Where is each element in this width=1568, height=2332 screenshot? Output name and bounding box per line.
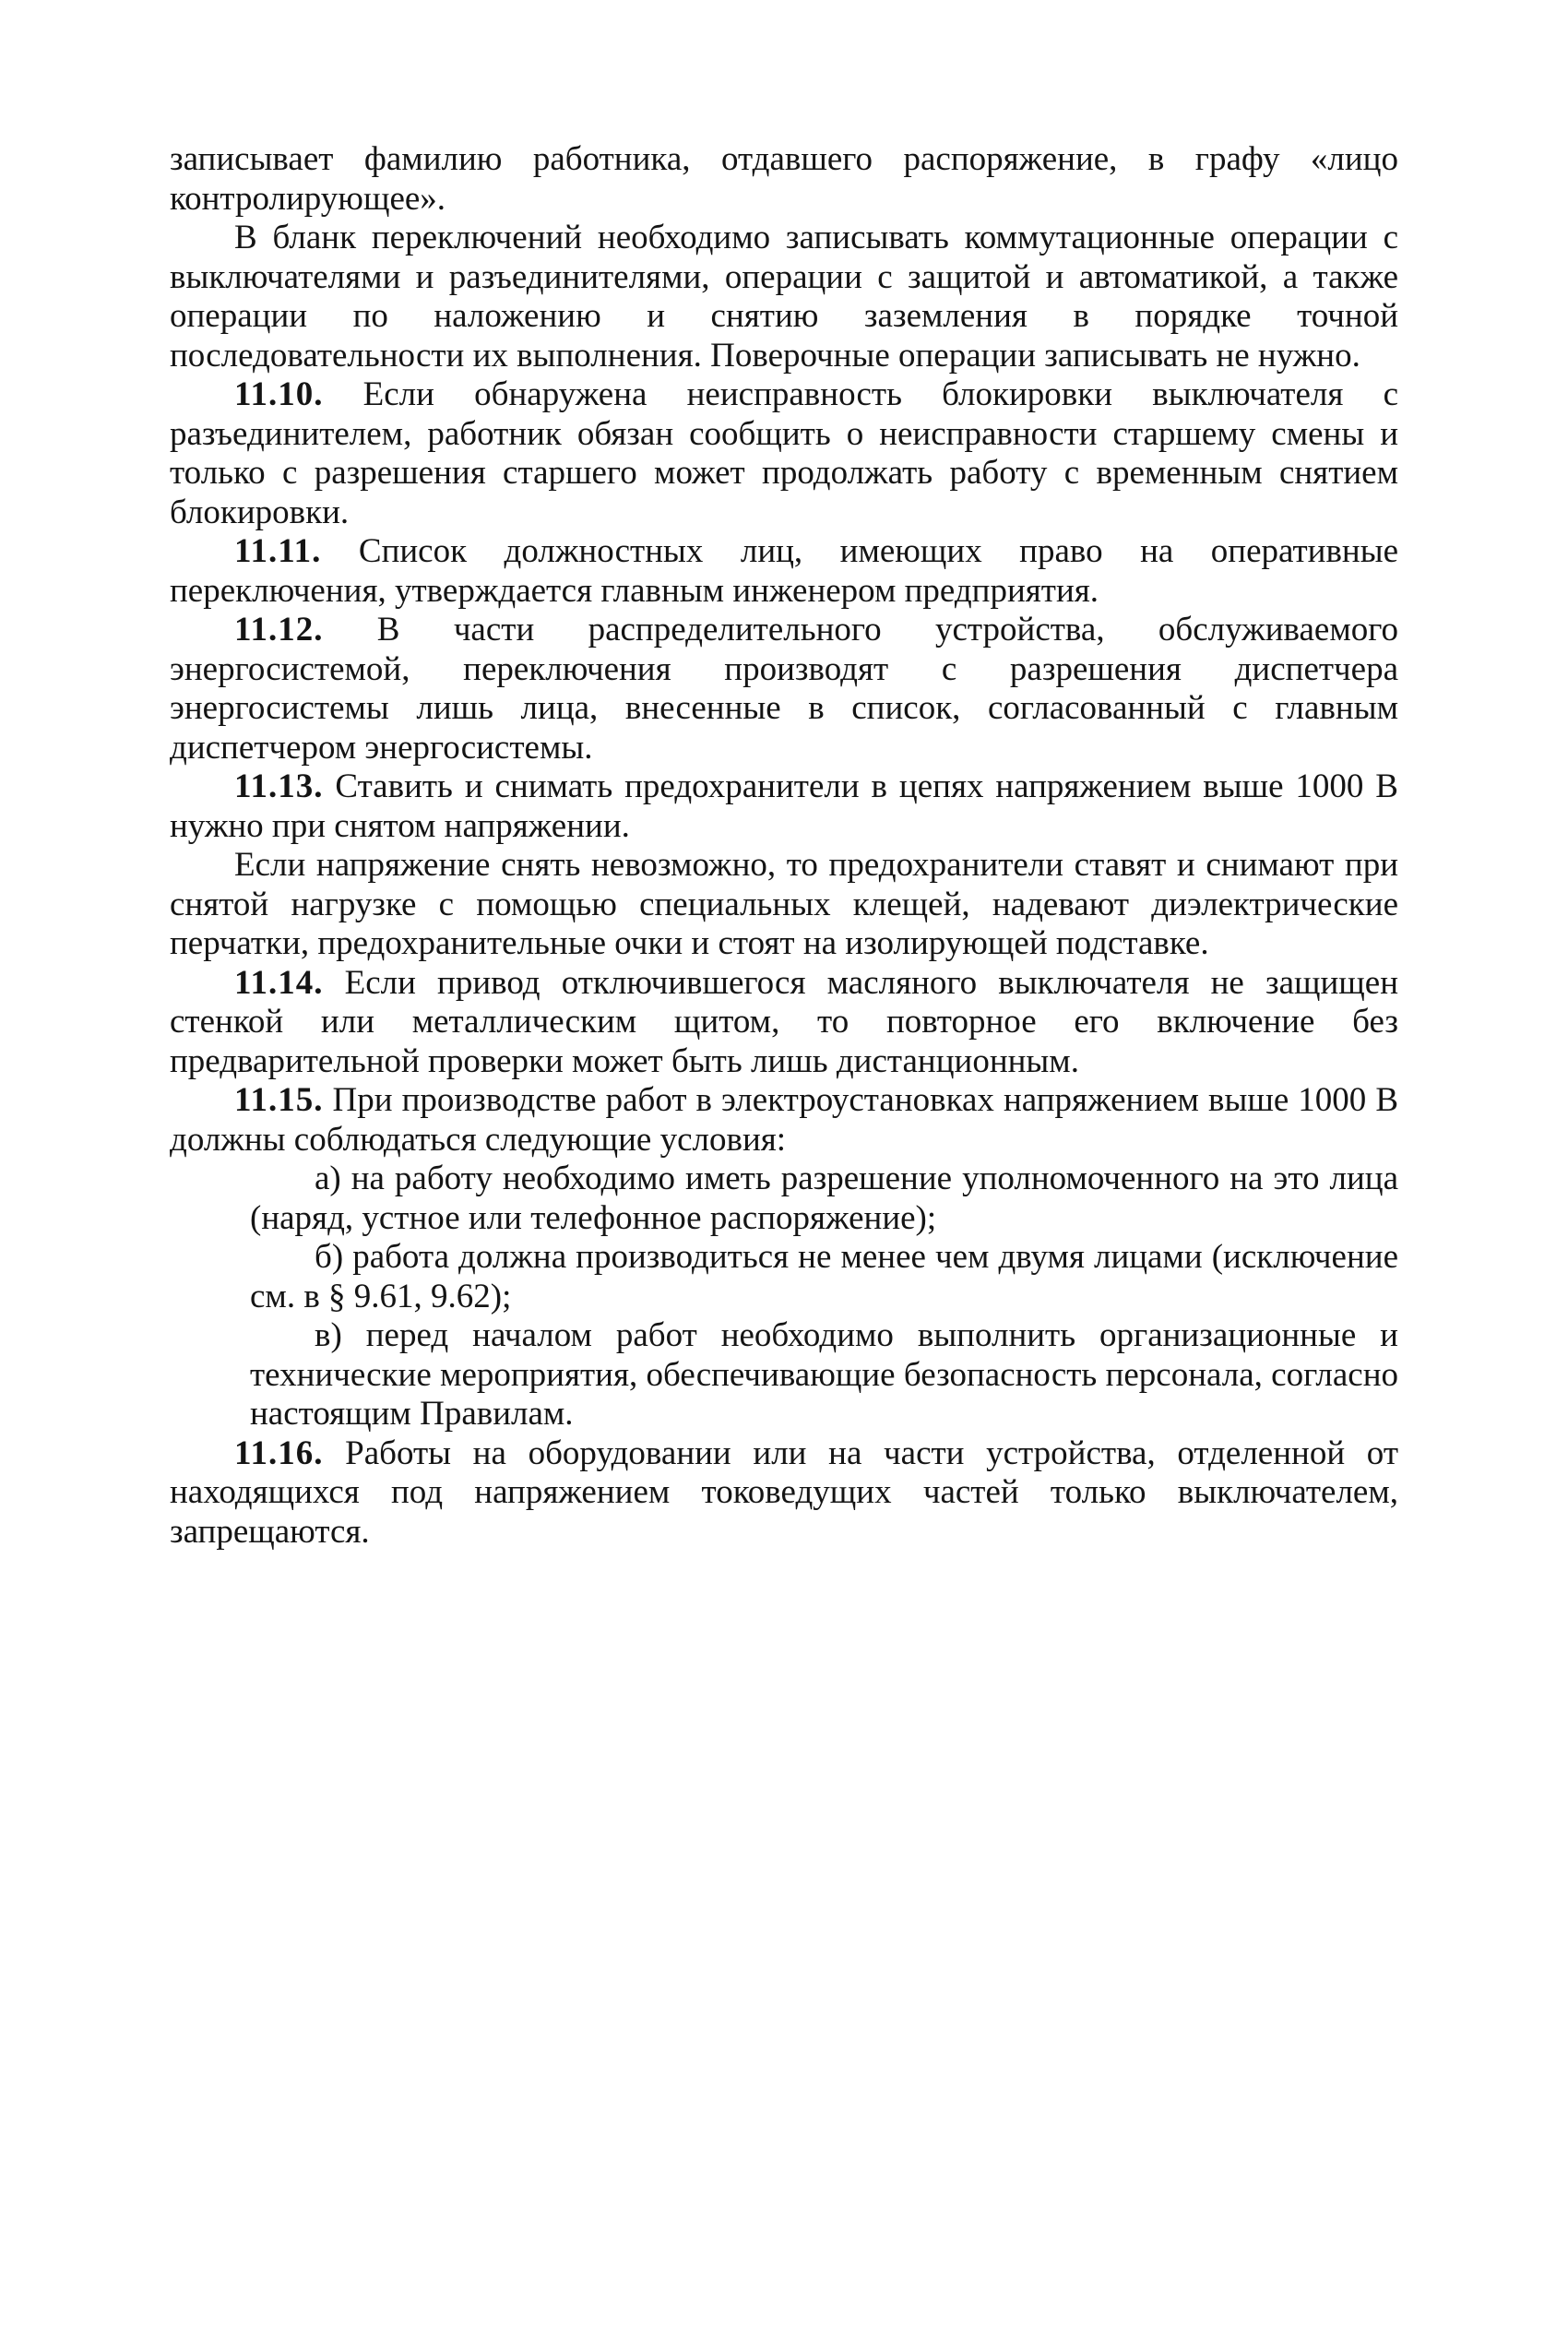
paragraph-11-13 [170,767,1398,846]
paragraph-11-10 [170,375,1398,532]
paragraph-number: 11.14. [234,963,324,1002]
list-item: в) перед началом работ необходимо выполнить организационные и технические мероприятия, обеспечивающие безопасность персонала, согласно настоящим Правилам. [250,1316,1398,1433]
paragraph-continuation [170,140,1398,219]
paragraph-text: Если привод отключившегося масляного выключателя не защищен стенкой или металлическим щитом, то повторное его включение без предварительной проверки может быть лишь дистанционным. [170,963,1398,1080]
paragraph-fuses [170,846,1398,964]
paragraph-11-16 [170,1434,1398,1553]
document-page [170,140,1398,1552]
paragraph-number: 11.10. [234,375,324,413]
paragraph-11-12 [170,611,1398,767]
paragraph-number: 11.13. [234,767,324,805]
paragraph-number: 11.15. [234,1081,324,1119]
paragraph-11-15 [170,1081,1398,1160]
paragraph-11-14 [170,964,1398,1082]
paragraph-number: 11.12. [234,611,324,648]
paragraph-text: записывает фамилию работника, отдавшего распоряжение, в графу «лицо контролирующее». [170,140,1398,218]
paragraph-text: Если напряжение снять невозможно, то предохранители ставят и снимают при снятой нагрузке с помощью специальных клещей, надевают диэлектрические перчатки, предохранительные очки и стоят на изолирующей подставке. [170,846,1398,962]
paragraph-text: При производстве работ в электроустановках напряжением выше 1000 В должны соблюдаться следующие условия: [170,1081,1398,1159]
list-item: а) на работу необходимо иметь разрешение уполномоченного на это лица (наряд, устное или телефонное распоряжение); [250,1160,1398,1237]
paragraph-text: В бланк переключений необходимо записывать коммутационные операции с выключателями и разъединителями, операции с защитой и автоматикой, а также операции по наложению и снятию заземления в порядке точной последовательности их выполнения. Поверочные операции записывать не нужно. [170,219,1398,375]
list-item: б) работа должна производиться не менее чем двумя лицами (исключение см. в § 9.61, 9.62); [250,1238,1398,1315]
paragraph-number: 11.16. [234,1434,324,1472]
paragraph-text: Список должностных лиц, имеющих право на оперативные переключения, утверждается главным инженером предприятия. [170,532,1398,610]
paragraph-11-11 [170,532,1398,611]
paragraph-number: 11.11. [234,532,322,570]
paragraph-text: Работы на оборудовании или на части устройства, отделенной от находящихся под напряжением токоведущих частей только выключателем, запрещаются. [170,1434,1398,1551]
paragraph-text: В части распределительного устройства, обслуживаемого энергосистемой, переключения производят с разрешения диспетчера энергосистемы лишь лица, внесенные в список, согласованный с главным диспетчером энергосистемы. [170,611,1398,767]
paragraph-text: Ставить и снимать предохранители в цепях напряжением выше 1000 В нужно при снятом напряжении. [170,767,1398,845]
paragraph-text: Если обнаружена неисправность блокировки выключателя с разъединителем, работник обязан сообщить о неисправности старшему смены и только с разрешения старшего может продолжать работу с временным снятием блокировки. [170,375,1398,531]
paragraph-switching-form [170,219,1398,375]
